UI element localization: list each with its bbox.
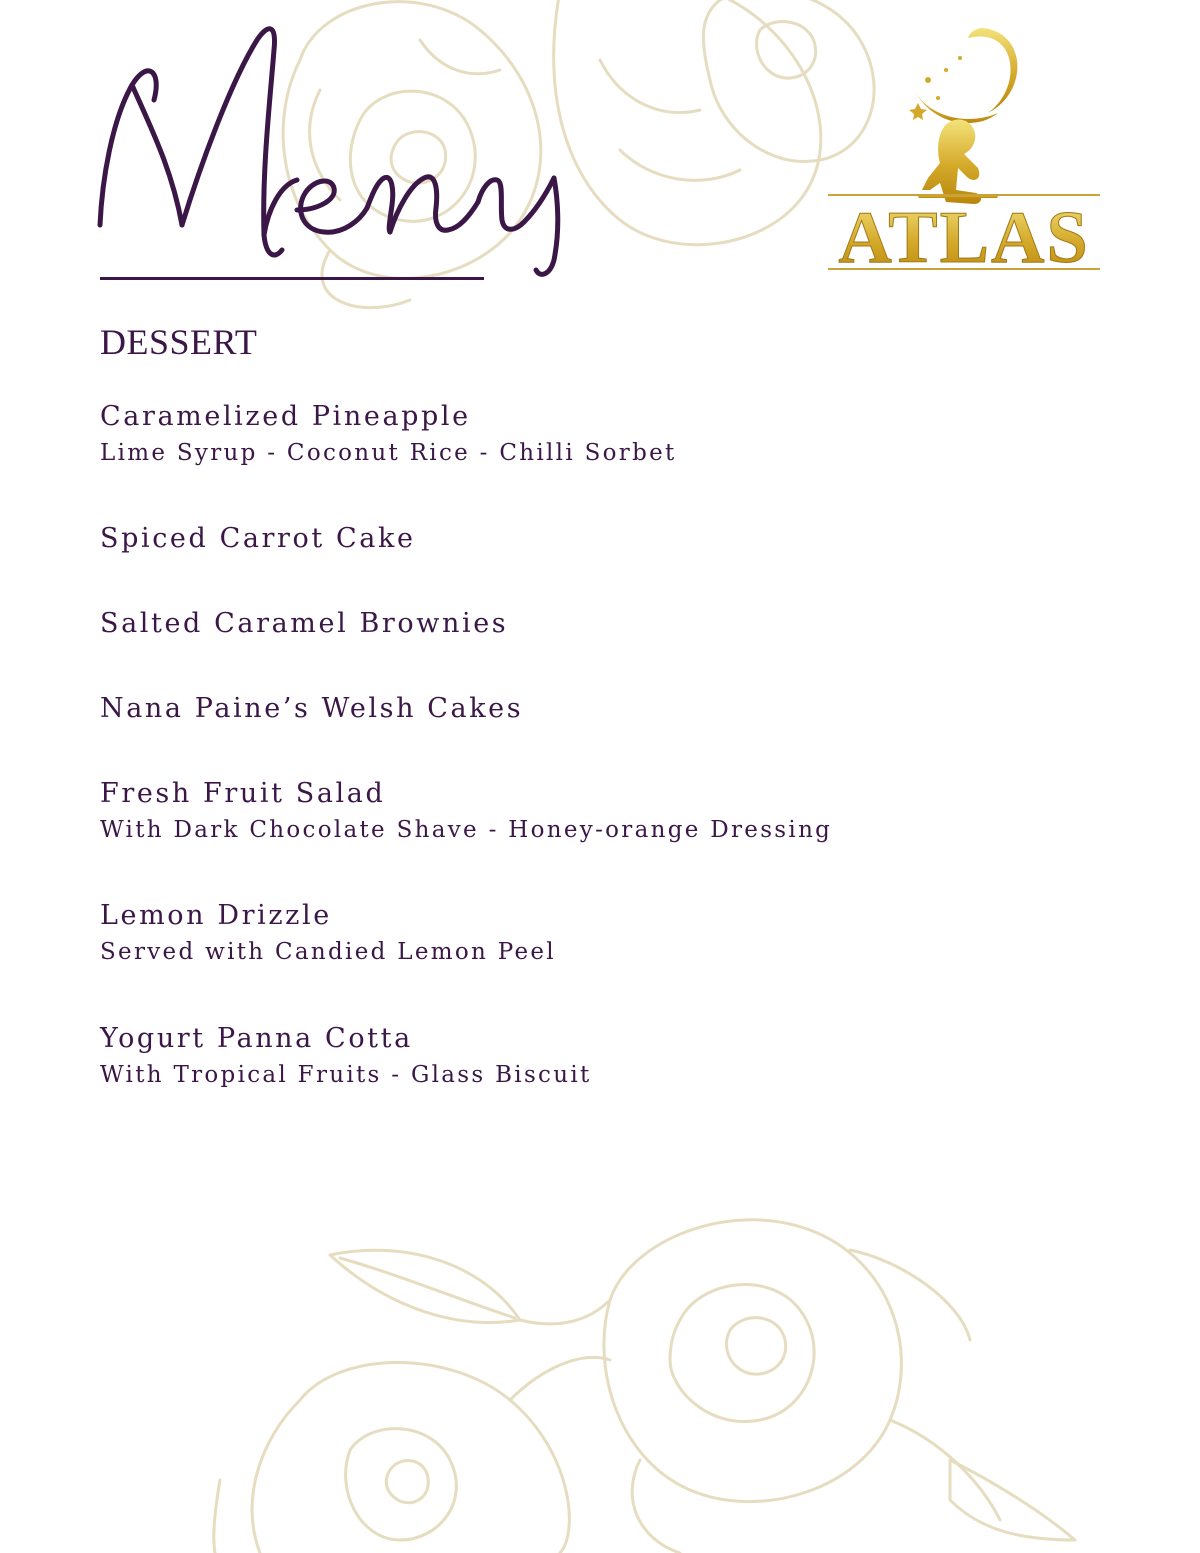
rose-leaf: [330, 1250, 610, 1324]
rose-bottom-left: [214, 1357, 610, 1553]
menu-item-description: With Dark Chocolate Shave - Honey-orange Dressing: [100, 817, 833, 843]
title-underline: [100, 277, 484, 280]
menu-item-description: Served with Candied Lemon Peel: [100, 939, 556, 965]
menu-item: [100, 775, 832, 847]
menu-item-name: Fresh Fruit Salad: [100, 778, 386, 809]
menu-item-description: With Tropical Fruits - Glass Biscuit: [100, 1062, 592, 1088]
rose-bottom-right: [604, 1220, 1075, 1553]
atlas-logo: [818, 18, 1110, 280]
menu-item-name: Lemon Drizzle: [100, 900, 332, 931]
kneeling-figure-icon: [918, 119, 998, 204]
menu-item: [100, 398, 677, 470]
menu-item-name: Caramelized Pineapple: [100, 401, 471, 432]
crescent-moon-icon: [909, 28, 1017, 123]
menu-item-name: Salted Caramel Brownies: [100, 608, 509, 639]
menu-item-name: Spiced Carrot Cake: [100, 523, 416, 554]
menu-item-name: Nana Paine’s Welsh Cakes: [100, 693, 524, 724]
menu-item-description: Lime Syrup - Coconut Rice - Chilli Sorbet: [100, 440, 677, 466]
menu-item: [100, 520, 416, 558]
atlas-wordmark: ATLAS: [838, 197, 1090, 279]
menu-item-name: Yogurt Panna Cotta: [100, 1023, 413, 1054]
menu-item: [100, 897, 556, 969]
menu-item: [100, 690, 523, 728]
menu-item: [100, 1020, 592, 1092]
menu-item: [100, 605, 508, 643]
menu-script-title: [92, 10, 612, 280]
section-title-dessert: DESSERT: [100, 322, 258, 362]
